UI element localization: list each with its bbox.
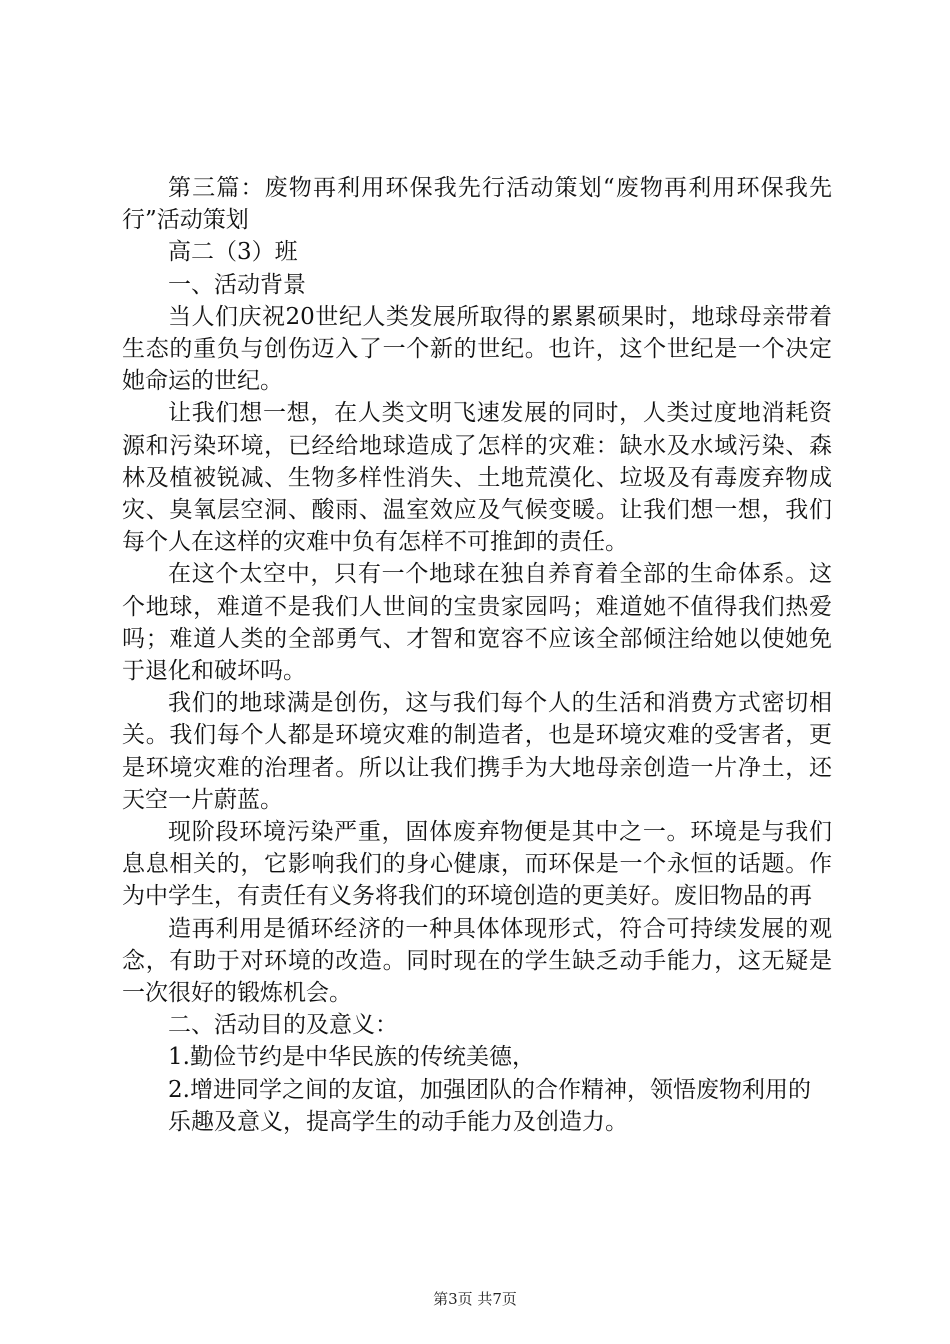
paragraph: 让我们想一想，在人类文明飞速发展的同时，人类过度地消耗资源和污染环境，已经给地球造成了怎样的灾难：缺水及水域污染、森林及植被锐减、生物多样性消失、土地荒漠化、垃圾及有毒废弃物成灾、臭氧层空洞、酸雨、温室效应及气候变暖。让我们想一想，我们每个人在这样的灾难中负有怎样不可推卸的责任。	[122, 400, 832, 556]
list-item: 1.勤俭节约是中华民族的传统美德，	[168, 1044, 535, 1071]
class-label: 高二（3）班	[168, 239, 298, 266]
list-item: 2.增进同学之间的友谊，加强团队的合作精神，领悟废物利用的	[168, 1076, 811, 1103]
section-title: 第三篇：废物再利用环保我先行活动策划“废物再利用环保我先行”活动策划	[122, 175, 832, 234]
paragraph: 我们的地球满是创伤，这与我们每个人的生活和消费方式密切相关。我们每个人都是环境灾难的制造者，也是环境灾难的受害者，更是环境灾难的治理者。所以让我们携手为大地母亲创造一片净土，还天空一片蔚蓝。	[122, 690, 832, 813]
paragraph: 现阶段环境污染严重，固体废弃物便是其中之一。环境是与我们息息相关的，它影响我们的身心健康，而环保是一个永恒的话题。作为中学生，有责任有义务将我们的环境创造的更美好。废旧物品的再	[122, 819, 832, 910]
paragraph: 在这个太空中，只有一个地球在独自养育着全部的生命体系。这个地球，难道不是我们人世间的宝贵家园吗；难道她不值得我们热爱吗；难道人类的全部勇气、才智和宽容不应该全部倾注给她以使她免于退化和破坏吗。	[122, 561, 832, 685]
page-number: 第3页 共7页	[433, 1290, 517, 1308]
paragraph: 乐趣及意义，提高学生的动手能力及创造力。	[168, 1108, 628, 1135]
heading-purpose: 二、活动目的及意义：	[168, 1012, 398, 1039]
paragraph: 造再利用是循环经济的一种具体体现形式，符合可持续发展的观念，有助于对环境的改造。同时现在的学生缺乏动手能力，这无疑是一次很好的锻炼机会。	[122, 915, 832, 1007]
heading-background: 一、活动背景	[168, 271, 306, 298]
paragraph: 当人们庆祝20世纪人类发展所取得的累累硕果时，地球母亲带着生态的重负与创伤迈入了一个新的世纪。也许，这个世纪是一个决定她命运的世纪。	[122, 303, 832, 395]
document-body	[122, 172, 832, 1138]
